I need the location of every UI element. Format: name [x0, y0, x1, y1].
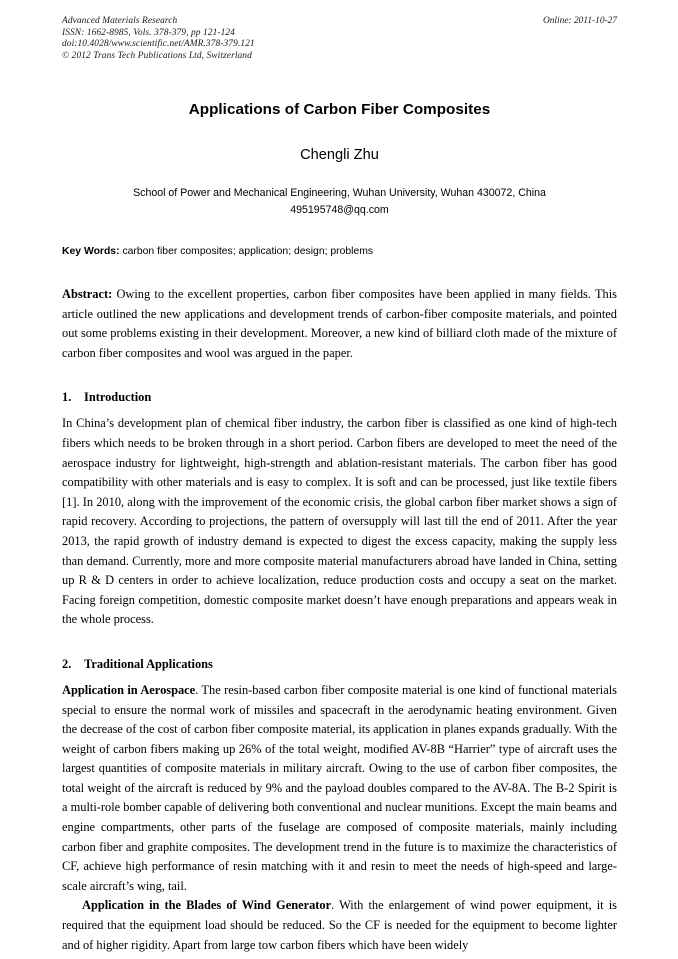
abstract-label: Abstract:: [62, 287, 113, 301]
keywords-label: Key Words:: [62, 246, 120, 257]
paragraph-wind-generator-text: . With the enlargement of wind power equipment, it is required that the equipment load should be reduced. So the CF is needed for the equipment to become lighter and of higher rigidity. Apart from large tow carbon fibers which have been widely: [62, 898, 617, 952]
section-heading-traditional-applications: [62, 656, 617, 673]
page-content-column: [62, 0, 617, 955]
doi-line: doi:10.4028/www.scientific.net/AMR.378-379.121: [62, 39, 255, 50]
runin-heading-aerospace: Application in Aerospace: [62, 682, 196, 697]
section-number-2: 2.: [62, 656, 72, 671]
page-title: Applications of Carbon Fiber Composites: [188, 101, 491, 118]
journal-masthead: [62, 0, 617, 74]
paragraph-aerospace: [62, 681, 617, 897]
section-heading-introduction: [62, 389, 617, 406]
journal-name: Advanced Materials Research: [62, 16, 178, 26]
author-affiliation: School of Power and Mechanical Engineering, Wuhan University, Wuhan 430072, China: [133, 187, 546, 199]
paragraph-introduction: In China’s development plan of chemical fiber industry, the carbon fiber is classified as one kind of high-tech fibers which needs to be broken through in a short period. Carbon fibers are developed to meet the need of the aerospace industry for lightweight, high-strength and ablation-resistant materials. The carbon fiber has good compatibility with other materials and is easy to complex. It is soft and can be processed, just like textile fibers [1]. In 2010, along with the improvement of the economic crisis, the global carbon fiber market shows a sign of rapid recovery. According to projections, the pattern of oversupply will last till the end of 2011. After the year 2013, the rapid growth of industry demand is expected to digest the excess capacity, making the supply less than demand. Currently, more and more composite material manufacturers abroad have landed in China, setting up R & D centers in order to achieve localization, reduce production costs and occupy a seat on the market. Facing foreign competition, domestic composite market doesn’t have enough preparations and appears weak in the whole process.: [62, 416, 617, 627]
section-title-2: Traditional Applications: [84, 656, 213, 671]
author-email: 495195748@qq.com: [290, 203, 389, 216]
paragraph-aerospace-text: . The resin-based carbon fiber composite material is one kind of functional materials special to ensure the normal work of missiles and spacecraft in the aerodynamic heating environment. Given the decrease of the cost of carbon fiber composite material, its application in planes expands gradually. With the weight of carbon fibers making up 26% of the total weight, modified AV-8B “Harrier” type of aircraft uses the largest quantities of composite materials in military aircraft. Owing to the use of carbon fiber composites, the total weight of the aircraft is reduced by 9% and the payload doubles compared to the AV-8A. The B-2 Spirit is a multi-role bomber capable of delivering both conventional and nuclear munitions. Except the main beams and engine compartments, other parts of the fuselage are composed of composite materials, mainly including carbon fiber and graphite composites. The development trend in the future is to maximize the characteristics of CF, achieve high performance of resin matching with it and resin to meet the needs of high-speed and large-scale aircraft’s wing, tail.: [62, 682, 617, 893]
keywords-line: [62, 244, 617, 259]
abstract-block: [62, 285, 617, 363]
paragraph-wind-generator: [62, 896, 617, 955]
copyright-line: © 2012 Trans Tech Publications Ltd, Switzerland: [62, 50, 252, 61]
issn-volume-pages: ISSN: 1662-8985, Vols. 378-379, pp 121-124: [62, 27, 235, 38]
runin-heading-wind-generator: Application in the Blades of Wind Generator: [82, 898, 332, 913]
section-number-1: 1.: [62, 390, 72, 405]
author-name: Chengli Zhu: [300, 147, 379, 163]
abstract-text: Owing to the excellent properties, carbon fiber composites have been applied in many fields. This article outlined the new applications and development trends of carbon-fiber composite materials, and pointed out some problems existing in their development. Moreover, a new kind of billiard cloth made of the mixture of carbon fiber composites and wool was argued in the paper.: [62, 287, 617, 360]
keywords-value: carbon fiber composites; application; design; problems: [122, 246, 374, 257]
online-publication-date: Online: 2011-10-27: [542, 16, 617, 26]
section-title-1: Introduction: [84, 390, 152, 405]
masthead-left-block: [62, 16, 617, 62]
